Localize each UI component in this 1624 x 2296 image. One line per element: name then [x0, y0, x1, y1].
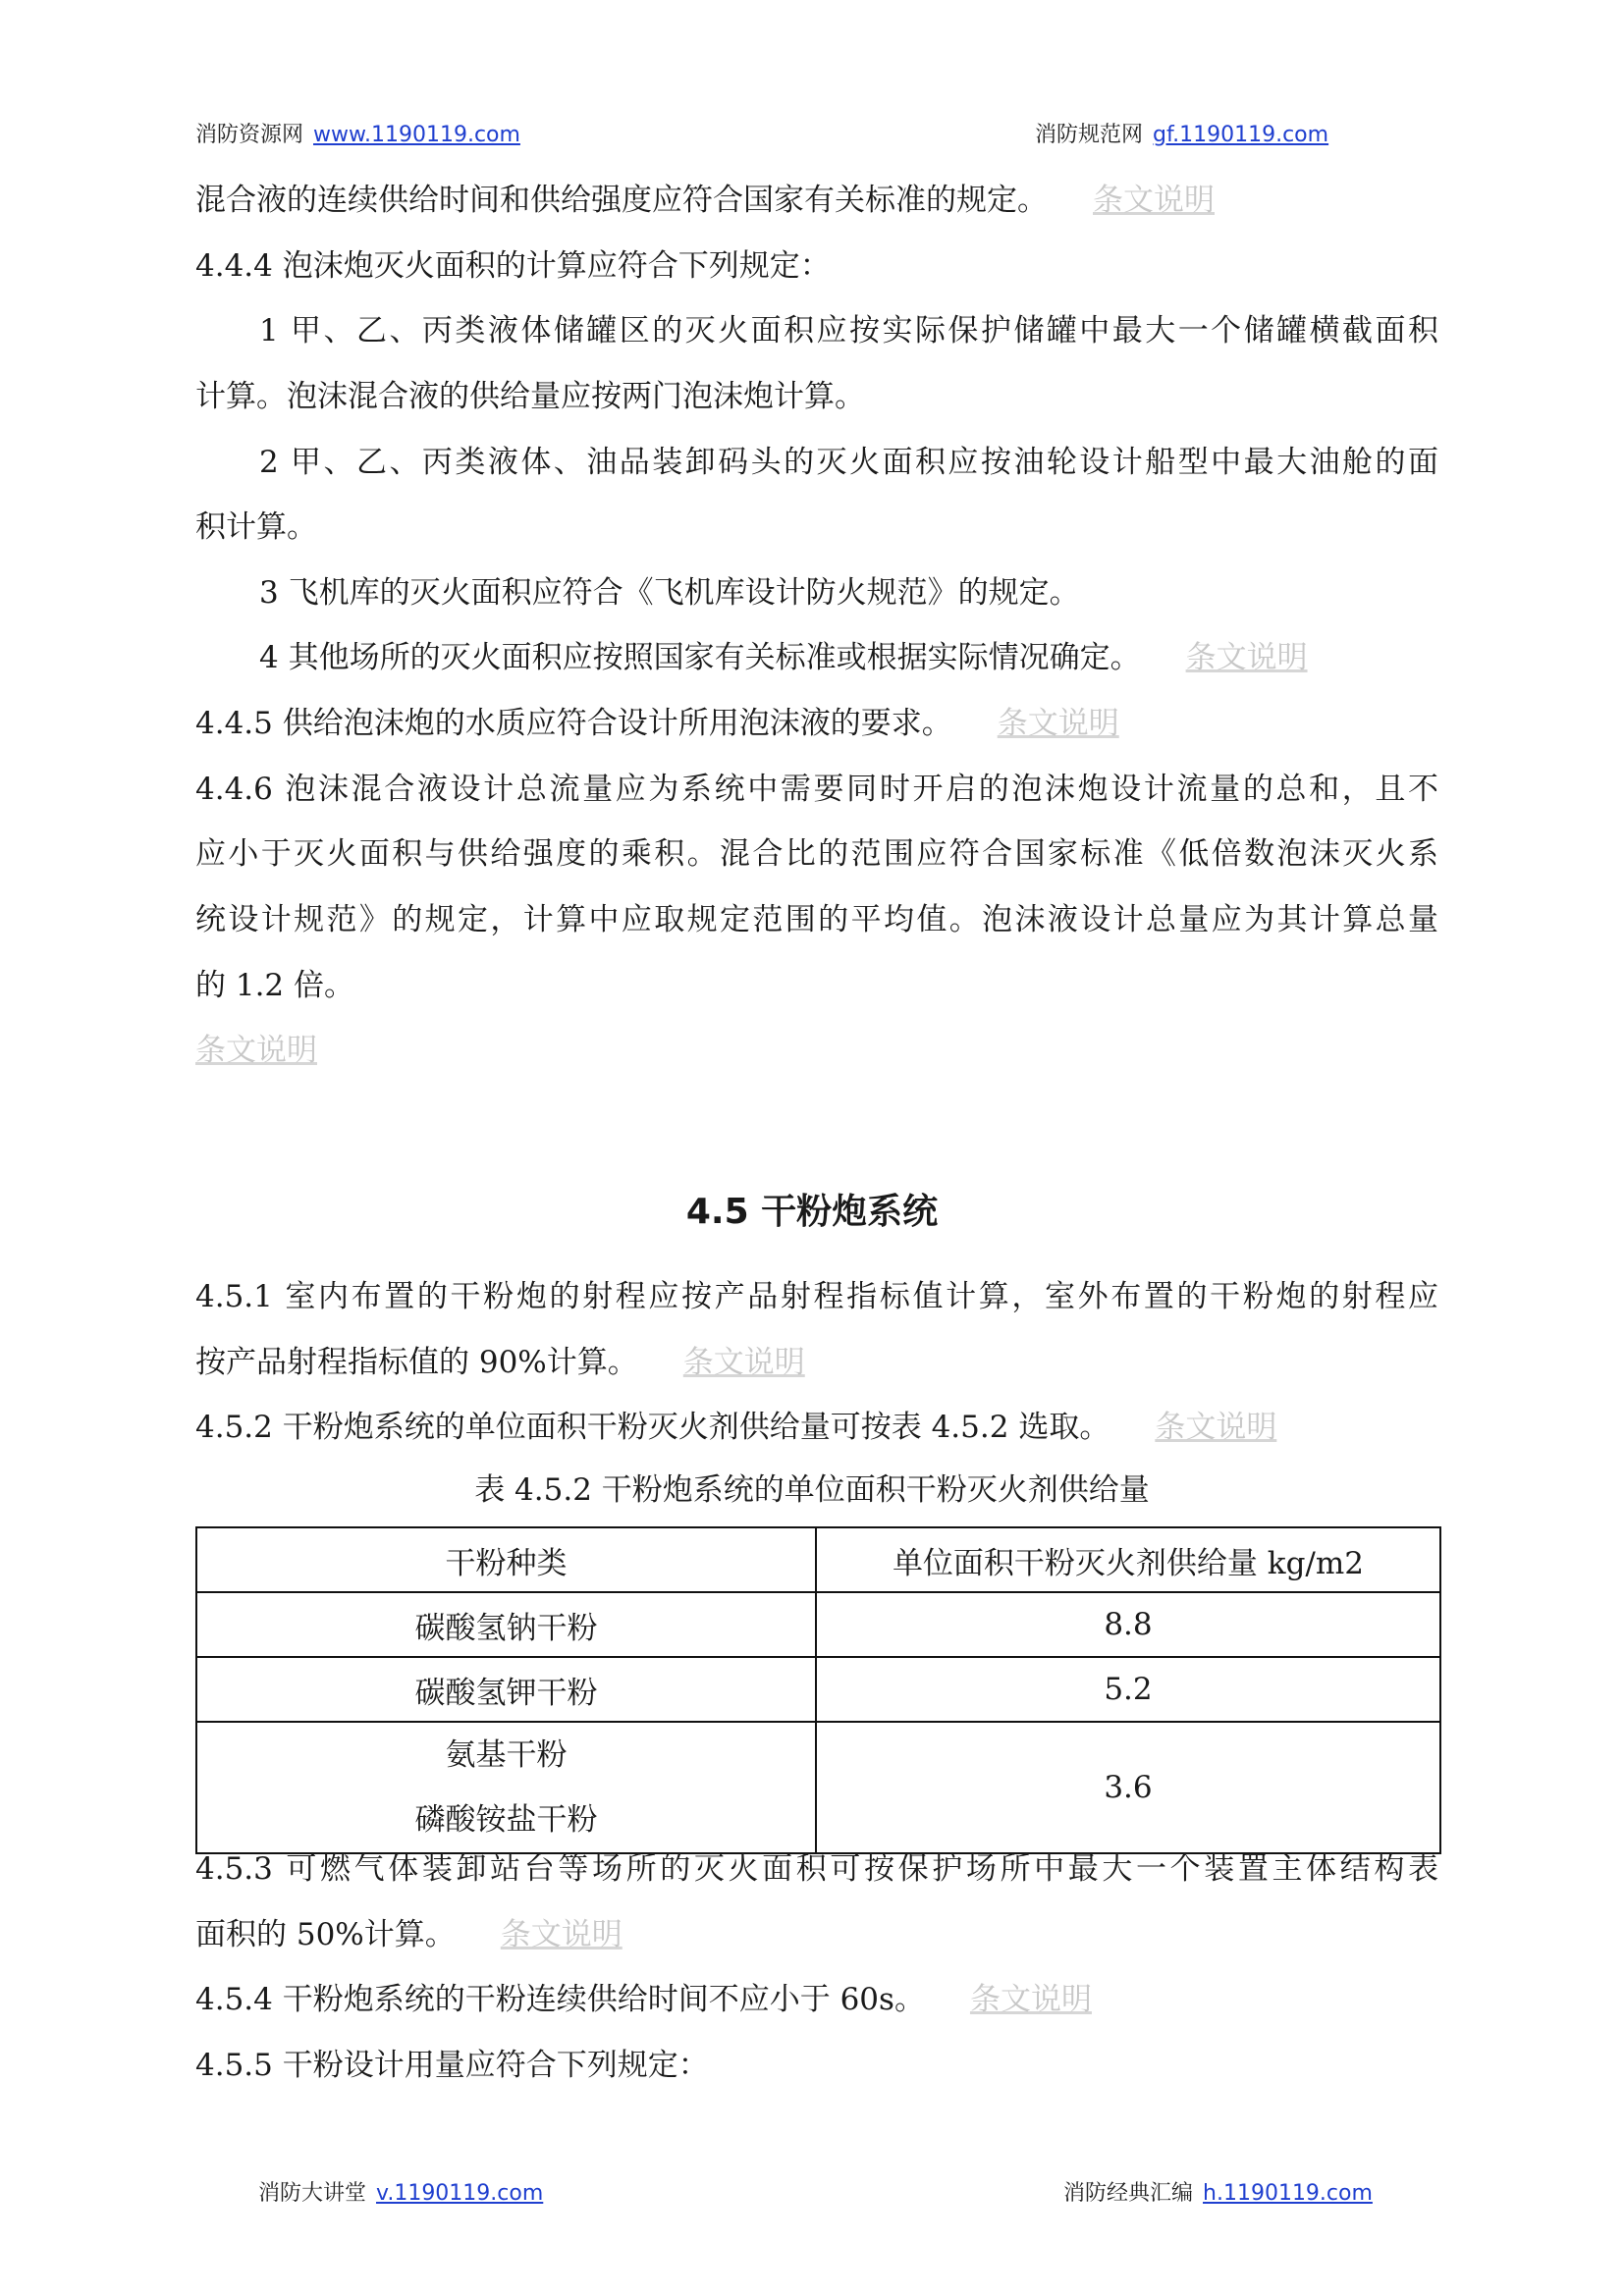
- text-l17: 4.5.3 可燃气体装卸站台等场所的灭火面积可按保护场所中最大一个装置主体结构表: [195, 1851, 1438, 1887]
- text-l13: 的 1.2 倍。: [195, 968, 355, 1003]
- text-l15: 按产品射程指标值的 90%计算。: [195, 1345, 638, 1380]
- table-cell-line: 磷酸铵盐干粉: [414, 1802, 598, 1838]
- clause-4-4-6-cont: [195, 968, 355, 1003]
- table-header-row: [196, 1527, 1440, 1592]
- clause-4-5-1: [195, 1279, 1438, 1314]
- clause-4-4-4: [195, 248, 831, 284]
- footer-left: [258, 2176, 543, 2207]
- item-1-cont: [195, 379, 865, 414]
- text-l3: 1 甲、乙、丙类液体储罐区的灭火面积应按实际保护储罐中最大一个储罐横截面积: [259, 313, 1438, 348]
- header-left: [195, 118, 520, 148]
- table-cell: 3.6: [816, 1722, 1440, 1853]
- table-cell: 碳酸氢钾干粉: [196, 1657, 816, 1722]
- text-l10: 4.4.6 泡沫混合液设计总流量应为系统中需要同时开启的泡沫炮设计流量的总和，且不: [195, 772, 1438, 807]
- note-link[interactable]: 条文说明: [1155, 1410, 1277, 1445]
- note-link[interactable]: 条文说明: [997, 706, 1119, 741]
- clause-4-5-1-cont: [195, 1345, 805, 1380]
- section-title: 4.5 干粉炮系统: [685, 1192, 939, 1232]
- note-link[interactable]: 条文说明: [500, 1917, 623, 1952]
- footer-right-label: 消防经典汇编: [1063, 2181, 1194, 2206]
- table-header-cell: 干粉种类: [196, 1527, 816, 1592]
- item-2: [259, 445, 1438, 480]
- note-link[interactable]: 条文说明: [969, 1982, 1092, 2017]
- footer-right-link[interactable]: h.1190119.com: [1203, 2181, 1373, 2206]
- text-l16: 4.5.2 干粉炮系统的单位面积干粉灭火剂供给量可按表 4.5.2 选取。: [195, 1410, 1110, 1445]
- item-3: [259, 575, 1080, 611]
- text-l2: 4.4.4 泡沫炮灭火面积的计算应符合下列规定：: [195, 248, 831, 284]
- clause-4-5-2: [195, 1410, 1277, 1445]
- clause-4-4-6: [195, 774, 1438, 805]
- footer-left-link[interactable]: v.1190119.com: [376, 2181, 544, 2206]
- header-right: [1035, 118, 1328, 148]
- header-right-label: 消防规范网: [1035, 123, 1144, 147]
- table-cell: 8.8: [816, 1592, 1440, 1657]
- table-title: 表 4.5.2 干粉炮系统的单位面积干粉灭火剂供给量: [474, 1472, 1150, 1508]
- table-cell-line: 氨基干粉: [445, 1737, 568, 1773]
- table-cell: 碳酸氢钠干粉: [196, 1592, 816, 1657]
- text-l20: 4.5.5 干粉设计用量应符合下列规定：: [195, 2048, 709, 2083]
- dry-powder-table: [195, 1526, 1441, 1854]
- text-l19: 4.5.4 干粉炮系统的干粉连续供给时间不应小于 60s。: [195, 1982, 925, 2017]
- table-cell: [196, 1722, 816, 1853]
- clause-4-4-6-cont: [195, 836, 1438, 872]
- text-l14: 4.5.1 室内布置的干粉炮的射程应按产品射程指标值计算，室外布置的干粉炮的射程应: [195, 1279, 1438, 1314]
- footer-left-label: 消防大讲堂: [258, 2181, 367, 2206]
- note-link[interactable]: 条文说明: [195, 1033, 317, 1068]
- text-l11: 应小于灭火面积与供给强度的乘积。混合比的范围应符合国家标准《低倍数泡沫灭火系: [195, 836, 1438, 872]
- text-l12: 统设计规范》的规定，计算中应取规定范围的平均值。泡沫液设计总量应为其计算总量: [195, 902, 1438, 937]
- header-left-link[interactable]: www.1190119.com: [313, 123, 520, 147]
- clause-4-4-6-cont: [195, 902, 1438, 937]
- item-4: [259, 640, 1308, 675]
- table-header-cell: 单位面积干粉灭火剂供给量 kg/m2: [816, 1527, 1440, 1592]
- note-link[interactable]: 条文说明: [1093, 183, 1215, 218]
- header-left-label: 消防资源网: [195, 123, 304, 147]
- note-link[interactable]: 条文说明: [1185, 640, 1308, 675]
- clause-4-5-4: [195, 1982, 1092, 2017]
- text-l7: 3 飞机库的灭火面积应符合《飞机库设计防火规范》的规定。: [259, 575, 1080, 611]
- item-1: [259, 313, 1438, 348]
- table-row: [196, 1657, 1440, 1722]
- paragraph-line: [195, 183, 1215, 218]
- text-l4: 计算。泡沫混合液的供给量应按两门泡沫炮计算。: [195, 379, 865, 414]
- clause-4-4-5: [195, 706, 1119, 741]
- text-l18: 面积的 50%计算。: [195, 1917, 456, 1952]
- text-l8: 4 其他场所的灭火面积应按照国家有关标准或根据实际情况确定。: [259, 640, 1141, 675]
- text-l1: 混合液的连续供给时间和供给强度应符合国家有关标准的规定。: [195, 183, 1048, 218]
- header-right-link[interactable]: gf.1190119.com: [1153, 123, 1329, 147]
- table-row: [196, 1592, 1440, 1657]
- item-2-cont: [195, 509, 317, 545]
- text-l6: 积计算。: [195, 509, 317, 545]
- text-l9: 4.4.5 供给泡沫炮的水质应符合设计所用泡沫液的要求。: [195, 706, 952, 741]
- clause-4-5-5: [195, 2048, 709, 2083]
- footer-right: [1063, 2176, 1373, 2207]
- table-row: [196, 1722, 1440, 1853]
- note-line: [195, 1033, 317, 1068]
- text-l5: 2 甲、乙、丙类液体、油品装卸码头的灭火面积应按油轮设计船型中最大油舱的面: [259, 445, 1438, 480]
- clause-4-5-3-cont: [195, 1917, 623, 1952]
- table-cell: 5.2: [816, 1657, 1440, 1722]
- note-link[interactable]: 条文说明: [682, 1345, 805, 1380]
- clause-4-5-3: [195, 1851, 1438, 1887]
